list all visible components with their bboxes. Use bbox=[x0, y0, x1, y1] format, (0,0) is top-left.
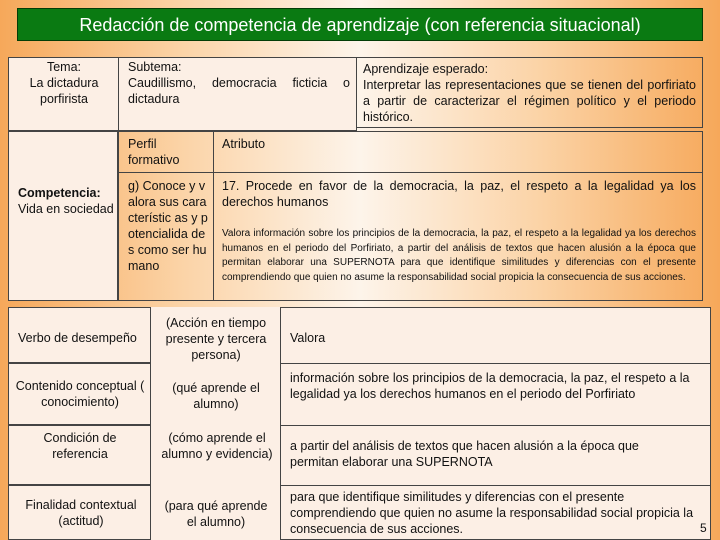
subtema-cell bbox=[128, 59, 350, 107]
aprendizaje-value: Interpretar las representaciones que se tienen del porfiriato a partir de caracterizar el régimen político y el periodo histórico. bbox=[363, 78, 696, 124]
row-label: Finalidad contextual (actitud) bbox=[25, 498, 137, 528]
atributo-detail: Valora información sobre los principios de la democracia, la paz, el respeto a la legalidad ya los derechos humanos en el periodo del Porfiriato, a partir del análisis de textos que hacen alusión a la época que permitan elaborar una SUPERNOTA para que identifique similitudes y diferencias con el presente comprendiendo que quien no asume la responsabilidad social propicia la consecuencia de sus acciones. bbox=[222, 228, 696, 283]
row-question: (cómo aprende el alumno y evidencia) bbox=[161, 431, 273, 461]
row-question: (qué aprende el alumno) bbox=[172, 381, 260, 411]
competencia-cell bbox=[18, 185, 114, 217]
row-answer: Valora bbox=[290, 331, 326, 345]
row-answer: a partir del análisis de textos que hacen alusión a la época que permitan elaborar una SUPERNOTA bbox=[290, 439, 639, 469]
competencia-label: Competencia: bbox=[18, 186, 101, 200]
row-answer: para que identifique similitudes y diferencias con el presente comprendiendo que quien no asume la responsabilidad social propicia la consecuencia de sus acciones. bbox=[290, 490, 694, 536]
row-label: Condición de referencia bbox=[43, 431, 117, 461]
row-answer: información sobre los principios de la democracia, la paz, el respeto a la legalidad ya los derechos humanos en el periodo del Porfiriato bbox=[290, 371, 690, 401]
page-title: Redacción de competencia de aprendizaje (con referencia situacional) bbox=[17, 8, 703, 41]
row-label: Verbo de desempeño bbox=[18, 331, 137, 345]
page-number: 5 bbox=[700, 521, 707, 535]
subtema-value: Caudillismo, democracia ficticia o dictadura bbox=[128, 76, 350, 106]
tema-cell bbox=[14, 59, 114, 107]
perfil-body-left: g) Conoce y valora sus característic as y potencialida des como ser humano bbox=[128, 179, 208, 273]
tema-label: Tema: bbox=[46, 60, 82, 74]
aprendizaje-cell bbox=[356, 57, 703, 128]
row-question: (Acción en tiempo presente y tercera persona) bbox=[165, 316, 267, 362]
perfil-header-left: Perfil formativo bbox=[128, 137, 180, 167]
aprendizaje-label: Aprendizaje esperado: bbox=[363, 62, 489, 76]
perfil-header-right: Atributo bbox=[222, 137, 266, 151]
competencia-value: Vida en sociedad bbox=[18, 202, 114, 216]
row-question: (para qué aprende el alumno) bbox=[164, 499, 268, 529]
row-label: Contenido conceptual ( conocimiento) bbox=[15, 379, 145, 409]
atributo-title: 17. Procede en favor de la democracia, la paz, el respeto a la legalidad ya los derechos humanos bbox=[222, 179, 696, 209]
tema-value: La dictadura porfirista bbox=[29, 76, 99, 106]
subtema-label: Subtema: bbox=[128, 60, 182, 74]
